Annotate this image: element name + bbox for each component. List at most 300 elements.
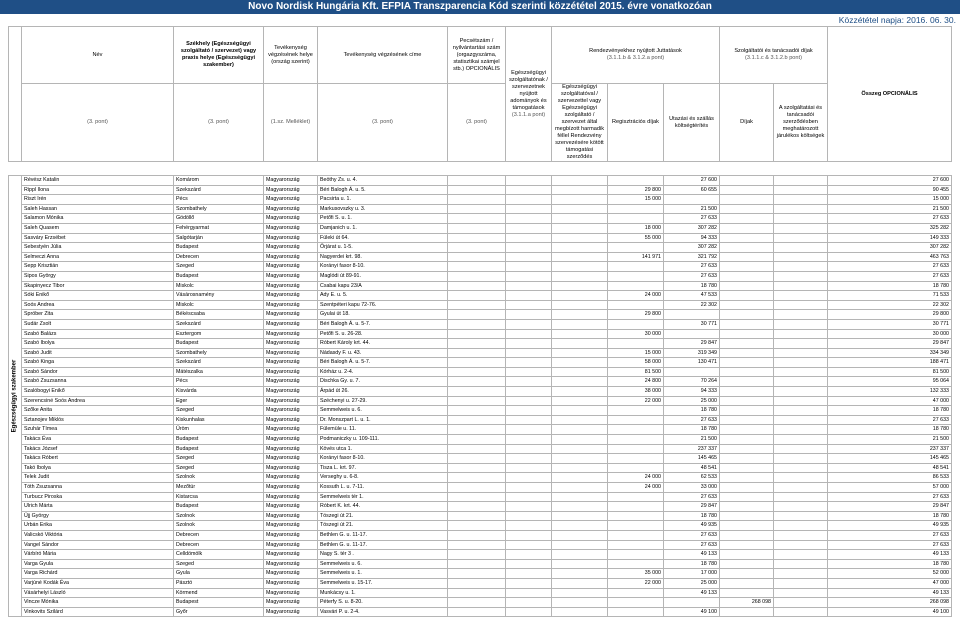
cell-address: Béri Balogh Á. u. 5-7. bbox=[318, 319, 448, 329]
cell-seat: Győr bbox=[174, 607, 264, 617]
cell-registration bbox=[608, 502, 664, 512]
cell-fee bbox=[720, 454, 774, 464]
cell-seat: Kistarcsa bbox=[174, 492, 264, 502]
cell-travel: 18 780 bbox=[664, 511, 720, 521]
cell-fee bbox=[720, 435, 774, 445]
cell-registration: 24 000 bbox=[608, 483, 664, 493]
cell-country: Magyarország bbox=[264, 262, 318, 272]
cell-address: Korányi fasor 8-10. bbox=[318, 262, 448, 272]
header-point-4: (3. pont) bbox=[448, 84, 506, 162]
cell-address: Béri Balogh Á. u. 5-7. bbox=[318, 358, 448, 368]
table-row bbox=[9, 233, 952, 243]
cell-name: Szőke Anita bbox=[22, 406, 174, 416]
cell-sponsorship bbox=[552, 483, 608, 493]
cell-seat: Szeged bbox=[174, 463, 264, 473]
cell-optional-id bbox=[448, 262, 506, 272]
cell-address: Kövés utca 1. bbox=[318, 444, 448, 454]
cell-sponsorship bbox=[552, 578, 608, 588]
cell-address: Markusovszky u. 3. bbox=[318, 204, 448, 214]
cell-seat: Vásárosnamény bbox=[174, 291, 264, 301]
cell-registration bbox=[608, 492, 664, 502]
table-row bbox=[9, 444, 952, 454]
cell-sponsorship bbox=[552, 223, 608, 233]
cell-name: Sebestyén Júlia bbox=[22, 243, 174, 253]
cell-seat: Pécs bbox=[174, 377, 264, 387]
cell-total: 325 282 bbox=[828, 223, 952, 233]
cell-name: Sztanojev Miklós bbox=[22, 415, 174, 425]
cell-registration: 58 000 bbox=[608, 358, 664, 368]
table-row bbox=[9, 252, 952, 262]
cell-seat: Kisvárda bbox=[174, 387, 264, 397]
cell-donations bbox=[506, 291, 552, 301]
cell-travel: 18 780 bbox=[664, 559, 720, 569]
cell-country: Magyarország bbox=[264, 367, 318, 377]
cell-sponsorship bbox=[552, 281, 608, 291]
cell-optional-id bbox=[448, 396, 506, 406]
cell-travel: 130 471 bbox=[664, 358, 720, 368]
cell-related-costs bbox=[774, 339, 828, 349]
cell-name: Urbán Erika bbox=[22, 521, 174, 531]
cell-registration bbox=[608, 425, 664, 435]
cell-related-costs bbox=[774, 569, 828, 579]
table-row bbox=[9, 195, 952, 205]
cell-donations bbox=[506, 530, 552, 540]
cell-optional-id bbox=[448, 578, 506, 588]
cell-name: Szuhár Tímea bbox=[22, 425, 174, 435]
table-row bbox=[9, 243, 952, 253]
cell-address: Kossuth L. u. 7-11. bbox=[318, 483, 448, 493]
cell-optional-id bbox=[448, 252, 506, 262]
cell-fee bbox=[720, 300, 774, 310]
cell-registration bbox=[608, 214, 664, 224]
cell-fee bbox=[720, 319, 774, 329]
cell-name: Selmeczi Anna bbox=[22, 252, 174, 262]
cell-total: 22 302 bbox=[828, 300, 952, 310]
table-row bbox=[9, 598, 952, 608]
cell-related-costs bbox=[774, 262, 828, 272]
cell-fee bbox=[720, 415, 774, 425]
cell-address: Fülemüle u. 11. bbox=[318, 425, 448, 435]
cell-seat: Mezőtúr bbox=[174, 483, 264, 493]
cell-address: Petőfi S. u. 26-28. bbox=[318, 329, 448, 339]
cell-donations bbox=[506, 521, 552, 531]
cell-sponsorship bbox=[552, 233, 608, 243]
cell-travel: 49 133 bbox=[664, 588, 720, 598]
cell-seat: Kiskunhalas bbox=[174, 415, 264, 425]
side-label-cell bbox=[9, 176, 22, 617]
cell-fee bbox=[720, 502, 774, 512]
cell-address: Tisza L. krt. 97. bbox=[318, 463, 448, 473]
cell-optional-id bbox=[448, 204, 506, 214]
cell-optional-id bbox=[448, 559, 506, 569]
cell-seat: Budapest bbox=[174, 243, 264, 253]
cell-fee bbox=[720, 588, 774, 598]
cell-travel: 29 847 bbox=[664, 339, 720, 349]
cell-optional-id bbox=[448, 387, 506, 397]
cell-name: Takács József bbox=[22, 444, 174, 454]
cell-name: Valicskó Viktória bbox=[22, 530, 174, 540]
cell-related-costs bbox=[774, 588, 828, 598]
cell-fee bbox=[720, 540, 774, 550]
header-related-costs: A szolgáltatási és tanácsadói szerződésben meghatározott járulékos költségek bbox=[774, 84, 828, 162]
cell-optional-id bbox=[448, 425, 506, 435]
cell-name: Szabó Kinga bbox=[22, 358, 174, 368]
table-row bbox=[9, 550, 952, 560]
cell-sponsorship bbox=[552, 367, 608, 377]
cell-country: Magyarország bbox=[264, 569, 318, 579]
table-row bbox=[9, 204, 952, 214]
cell-total: 86 533 bbox=[828, 473, 952, 483]
header-donations: Egészségügyi szolgáltatónak / szervezetnek nyújtott adományok és támogatások (3.1.1.a pont) bbox=[506, 27, 552, 162]
cell-travel: 49 133 bbox=[664, 550, 720, 560]
cell-related-costs bbox=[774, 444, 828, 454]
table-row bbox=[9, 176, 952, 186]
cell-fee bbox=[720, 387, 774, 397]
cell-address: Dischka Gy. u. 7. bbox=[318, 377, 448, 387]
cell-total: 18 780 bbox=[828, 281, 952, 291]
side-header-cell bbox=[9, 27, 22, 162]
cell-total: 18 780 bbox=[828, 559, 952, 569]
cell-related-costs bbox=[774, 511, 828, 521]
cell-travel bbox=[664, 195, 720, 205]
cell-sponsorship bbox=[552, 204, 608, 214]
cell-donations bbox=[506, 339, 552, 349]
cell-travel: 18 780 bbox=[664, 281, 720, 291]
cell-donations bbox=[506, 214, 552, 224]
cell-seat: Gödöllő bbox=[174, 214, 264, 224]
cell-sponsorship bbox=[552, 377, 608, 387]
cell-fee bbox=[720, 492, 774, 502]
cell-seat: Mátészalka bbox=[174, 367, 264, 377]
cell-total: 27 633 bbox=[828, 530, 952, 540]
cell-related-costs bbox=[774, 214, 828, 224]
cell-name: Szalóbogyi Enikő bbox=[22, 387, 174, 397]
cell-seat: Szolnok bbox=[174, 521, 264, 531]
cell-registration bbox=[608, 281, 664, 291]
cell-optional-id bbox=[448, 176, 506, 186]
header-seat: Székhely (Egészségügyi szolgáltató / szervezet) vagy praxis helye (Egészségügyi szakember) bbox=[174, 27, 264, 84]
cell-donations bbox=[506, 598, 552, 608]
cell-fee bbox=[720, 607, 774, 617]
cell-registration: 38 000 bbox=[608, 387, 664, 397]
spacer-row bbox=[9, 162, 952, 176]
cell-donations bbox=[506, 252, 552, 262]
cell-travel bbox=[664, 598, 720, 608]
cell-travel: 94 333 bbox=[664, 387, 720, 397]
cell-total: 18 780 bbox=[828, 511, 952, 521]
cell-optional-id bbox=[448, 195, 506, 205]
cell-donations bbox=[506, 425, 552, 435]
cell-fee bbox=[720, 377, 774, 387]
cell-optional-id bbox=[448, 358, 506, 368]
cell-seat: Üröm bbox=[174, 425, 264, 435]
cell-country: Magyarország bbox=[264, 406, 318, 416]
cell-registration bbox=[608, 521, 664, 531]
cell-optional-id bbox=[448, 435, 506, 445]
cell-registration bbox=[608, 540, 664, 550]
cell-sponsorship bbox=[552, 291, 608, 301]
cell-country: Magyarország bbox=[264, 559, 318, 569]
cell-optional-id bbox=[448, 271, 506, 281]
cell-optional-id bbox=[448, 511, 506, 521]
cell-name: Takács Róbert bbox=[22, 454, 174, 464]
cell-seat: Esztergom bbox=[174, 329, 264, 339]
cell-fee bbox=[720, 425, 774, 435]
cell-name: Soós Andrea bbox=[22, 300, 174, 310]
cell-travel: 27 633 bbox=[664, 214, 720, 224]
cell-travel: 18 780 bbox=[664, 406, 720, 416]
cell-seat: Budapest bbox=[174, 435, 264, 445]
cell-registration bbox=[608, 530, 664, 540]
cell-travel: 307 282 bbox=[664, 243, 720, 253]
cell-travel: 27 633 bbox=[664, 530, 720, 540]
cell-name: Skapinyecz Tibor bbox=[22, 281, 174, 291]
cell-related-costs bbox=[774, 185, 828, 195]
cell-travel: 18 780 bbox=[664, 425, 720, 435]
cell-country: Magyarország bbox=[264, 243, 318, 253]
cell-name: Sóki Enikő bbox=[22, 291, 174, 301]
header-annex: (1.sz. Melléklet) bbox=[264, 84, 318, 162]
cell-name: Szabó Judit bbox=[22, 348, 174, 358]
cell-registration: 18 000 bbox=[608, 223, 664, 233]
cell-sponsorship bbox=[552, 444, 608, 454]
cell-total: 27 600 bbox=[828, 176, 952, 186]
cell-registration: 55 000 bbox=[608, 233, 664, 243]
cell-name: Szabó Zsuzsanna bbox=[22, 377, 174, 387]
cell-registration bbox=[608, 176, 664, 186]
cell-seat: Budapest bbox=[174, 271, 264, 281]
table-row bbox=[9, 463, 952, 473]
cell-fee bbox=[720, 176, 774, 186]
transparency-table bbox=[8, 26, 952, 617]
cell-related-costs bbox=[774, 454, 828, 464]
table-row bbox=[9, 511, 952, 521]
cell-seat: Szekszárd bbox=[174, 185, 264, 195]
cell-travel: 307 282 bbox=[664, 223, 720, 233]
cell-optional-id bbox=[448, 502, 506, 512]
cell-name: Tóth Zsuzsanna bbox=[22, 483, 174, 493]
cell-related-costs bbox=[774, 300, 828, 310]
cell-travel: 47 533 bbox=[664, 291, 720, 301]
cell-related-costs bbox=[774, 598, 828, 608]
cell-sponsorship bbox=[552, 502, 608, 512]
cell-sponsorship bbox=[552, 396, 608, 406]
cell-seat: Szeged bbox=[174, 559, 264, 569]
cell-registration: 29 800 bbox=[608, 185, 664, 195]
cell-total: 81 500 bbox=[828, 367, 952, 377]
cell-optional-id bbox=[448, 329, 506, 339]
cell-related-costs bbox=[774, 492, 828, 502]
cell-address: Nagyerdei krt. 98. bbox=[318, 252, 448, 262]
cell-total: 15 000 bbox=[828, 195, 952, 205]
cell-seat: Pécs bbox=[174, 195, 264, 205]
cell-name: Sipos György bbox=[22, 271, 174, 281]
cell-travel: 60 655 bbox=[664, 185, 720, 195]
cell-address: Beöthy Zs. u. 4. bbox=[318, 176, 448, 186]
cell-related-costs bbox=[774, 425, 828, 435]
cell-seat: Fehérgyarmat bbox=[174, 223, 264, 233]
cell-total: 57 000 bbox=[828, 483, 952, 493]
cell-address: Kórház u. 2-4. bbox=[318, 367, 448, 377]
cell-country: Magyarország bbox=[264, 223, 318, 233]
cell-donations bbox=[506, 233, 552, 243]
cell-travel: 21 500 bbox=[664, 435, 720, 445]
cell-optional-id bbox=[448, 454, 506, 464]
cell-fee bbox=[720, 578, 774, 588]
cell-registration bbox=[608, 463, 664, 473]
cell-related-costs bbox=[774, 473, 828, 483]
cell-name: Révész Katalin bbox=[22, 176, 174, 186]
header-optional-id: Pecsétszám / nyilvántartási szám (orgazgyszáma, statisztikai számjel stb.) OPCIONÁLIS bbox=[448, 27, 506, 84]
cell-fee bbox=[720, 406, 774, 416]
table-row bbox=[9, 454, 952, 464]
data-rows bbox=[9, 176, 952, 617]
cell-total: 95 064 bbox=[828, 377, 952, 387]
cell-fee bbox=[720, 185, 774, 195]
cell-related-costs bbox=[774, 310, 828, 320]
cell-sponsorship bbox=[552, 569, 608, 579]
cell-donations bbox=[506, 588, 552, 598]
cell-total: 29 847 bbox=[828, 339, 952, 349]
cell-related-costs bbox=[774, 223, 828, 233]
cell-country: Magyarország bbox=[264, 377, 318, 387]
cell-optional-id bbox=[448, 473, 506, 483]
cell-country: Magyarország bbox=[264, 195, 318, 205]
cell-country: Magyarország bbox=[264, 281, 318, 291]
cell-total: 90 455 bbox=[828, 185, 952, 195]
cell-seat: Szekszárd bbox=[174, 358, 264, 368]
header-fees: Szolgáltatói és tanácsadói díjak (3.1.1.c & 3.1.2.b pont) bbox=[720, 27, 828, 84]
cell-sponsorship bbox=[552, 598, 608, 608]
cell-fee bbox=[720, 223, 774, 233]
table-row bbox=[9, 435, 952, 445]
cell-address: Korányi fasor 8-10. bbox=[318, 454, 448, 464]
table-row bbox=[9, 569, 952, 579]
cell-sponsorship bbox=[552, 530, 608, 540]
cell-sponsorship bbox=[552, 540, 608, 550]
side-label: Egészségügyi szakember bbox=[11, 359, 18, 433]
cell-registration bbox=[608, 300, 664, 310]
cell-name: Spröber Zita bbox=[22, 310, 174, 320]
cell-seat: Szeged bbox=[174, 454, 264, 464]
cell-sponsorship bbox=[552, 310, 608, 320]
cell-country: Magyarország bbox=[264, 521, 318, 531]
cell-travel: 319 349 bbox=[664, 348, 720, 358]
cell-registration bbox=[608, 607, 664, 617]
header-point-3: (3. pont) bbox=[318, 84, 448, 162]
cell-country: Magyarország bbox=[264, 310, 318, 320]
cell-name: Riszt Irén bbox=[22, 195, 174, 205]
cell-seat: Szombathely bbox=[174, 204, 264, 214]
cell-donations bbox=[506, 176, 552, 186]
cell-optional-id bbox=[448, 588, 506, 598]
cell-address: Gyulai út 18. bbox=[318, 310, 448, 320]
cell-travel: 70 264 bbox=[664, 377, 720, 387]
cell-address: Verseghy u. 6-8. bbox=[318, 473, 448, 483]
cell-donations bbox=[506, 319, 552, 329]
cell-seat: Budapest bbox=[174, 502, 264, 512]
cell-donations bbox=[506, 310, 552, 320]
cell-donations bbox=[506, 367, 552, 377]
cell-registration bbox=[608, 406, 664, 416]
cell-seat: Miskolc bbox=[174, 300, 264, 310]
cell-donations bbox=[506, 540, 552, 550]
header-total: Összeg OPCIONÁLIS bbox=[828, 27, 952, 162]
cell-seat: Békéscsaba bbox=[174, 310, 264, 320]
cell-sponsorship bbox=[552, 550, 608, 560]
cell-sponsorship bbox=[552, 339, 608, 349]
cell-donations bbox=[506, 406, 552, 416]
cell-country: Magyarország bbox=[264, 502, 318, 512]
cell-sponsorship bbox=[552, 435, 608, 445]
cell-fee bbox=[720, 329, 774, 339]
cell-sponsorship bbox=[552, 463, 608, 473]
cell-sponsorship bbox=[552, 358, 608, 368]
cell-optional-id bbox=[448, 348, 506, 358]
cell-registration bbox=[608, 511, 664, 521]
cell-country: Magyarország bbox=[264, 300, 318, 310]
cell-travel: 21 500 bbox=[664, 204, 720, 214]
cell-address: Pacsirta u. 1. bbox=[318, 195, 448, 205]
cell-total: 188 471 bbox=[828, 358, 952, 368]
cell-travel: 48 541 bbox=[664, 463, 720, 473]
cell-address: Petőfi S. u. 1. bbox=[318, 214, 448, 224]
cell-donations bbox=[506, 358, 552, 368]
cell-sponsorship bbox=[552, 252, 608, 262]
cell-seat: Gyula bbox=[174, 569, 264, 579]
cell-name: Szabó Ibolya bbox=[22, 339, 174, 349]
cell-registration bbox=[608, 243, 664, 253]
cell-total: 27 633 bbox=[828, 214, 952, 224]
cell-fee bbox=[720, 262, 774, 272]
cell-country: Magyarország bbox=[264, 415, 318, 425]
cell-country: Magyarország bbox=[264, 348, 318, 358]
cell-optional-id bbox=[448, 377, 506, 387]
cell-related-costs bbox=[774, 176, 828, 186]
cell-seat: Szekszárd bbox=[174, 319, 264, 329]
cell-fee bbox=[720, 463, 774, 473]
cell-donations bbox=[506, 492, 552, 502]
cell-donations bbox=[506, 607, 552, 617]
cell-total: 132 333 bbox=[828, 387, 952, 397]
cell-donations bbox=[506, 348, 552, 358]
cell-travel: 25 000 bbox=[664, 396, 720, 406]
cell-total: 27 633 bbox=[828, 540, 952, 550]
cell-related-costs bbox=[774, 252, 828, 262]
cell-donations bbox=[506, 396, 552, 406]
cell-related-costs bbox=[774, 377, 828, 387]
cell-name: Szerencsiné Soós Andrea bbox=[22, 396, 174, 406]
cell-related-costs bbox=[774, 329, 828, 339]
cell-related-costs bbox=[774, 463, 828, 473]
header-point-2: (3. pont) bbox=[174, 84, 264, 162]
cell-fee bbox=[720, 569, 774, 579]
cell-donations bbox=[506, 300, 552, 310]
cell-travel: 62 533 bbox=[664, 473, 720, 483]
cell-optional-id bbox=[448, 233, 506, 243]
cell-address: Szentpéteri kapu 72-76. bbox=[318, 300, 448, 310]
cell-name: Varjúné Kodák Éva bbox=[22, 578, 174, 588]
cell-name: Saleh Quasem bbox=[22, 223, 174, 233]
cell-optional-id bbox=[448, 406, 506, 416]
cell-country: Magyarország bbox=[264, 387, 318, 397]
cell-optional-id bbox=[448, 607, 506, 617]
cell-country: Magyarország bbox=[264, 185, 318, 195]
table-row bbox=[9, 425, 952, 435]
cell-fee bbox=[720, 271, 774, 281]
cell-country: Magyarország bbox=[264, 483, 318, 493]
cell-travel bbox=[664, 310, 720, 320]
